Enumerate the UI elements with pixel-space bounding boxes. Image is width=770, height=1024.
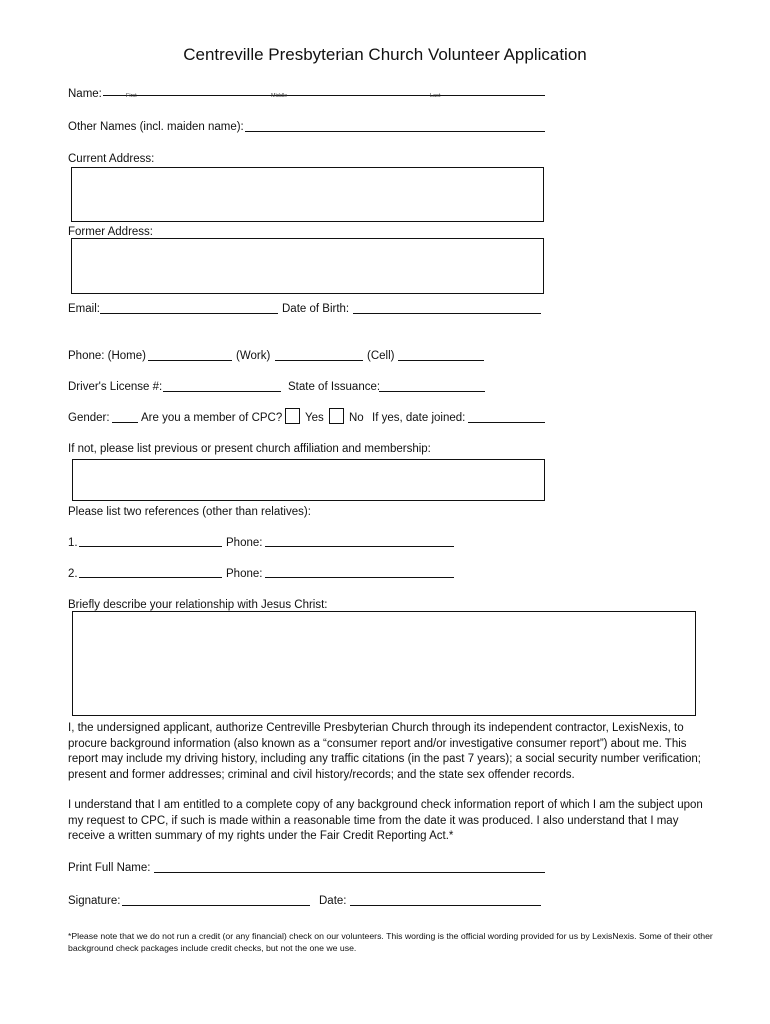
signature-input-line[interactable] (122, 905, 310, 906)
phone-home-label: Phone: (Home) (68, 350, 146, 362)
no-checkbox[interactable] (329, 408, 344, 424)
ref1-phone-input-line[interactable] (265, 546, 454, 547)
date-joined-label: If yes, date joined: (372, 412, 466, 424)
dob-label: Date of Birth: (282, 303, 350, 315)
drivers-license-input-line[interactable] (163, 391, 281, 392)
name-last-caption: Last (430, 93, 441, 99)
ref2-phone-input-line[interactable] (265, 577, 454, 578)
date-input-line[interactable] (350, 905, 541, 906)
other-names-label: Other Names (incl. maiden name): (68, 121, 244, 133)
email-label: Email: (68, 303, 100, 315)
name-first-caption: First (126, 93, 137, 99)
yes-label: Yes (305, 412, 324, 424)
ref1-phone-label: Phone: (226, 537, 263, 549)
ref2-number: 2. (68, 568, 78, 580)
drivers-license-label: Driver's License #: (68, 381, 163, 393)
other-names-input-line[interactable] (245, 131, 545, 132)
relationship-box[interactable] (72, 611, 696, 716)
affiliation-label: If not, please list previous or present church affiliation and membership: (68, 443, 431, 455)
phone-work-input-line[interactable] (275, 360, 363, 361)
dob-input-line[interactable] (353, 313, 541, 314)
footnote: *Please note that we do not run a credit (or any financial) check on our volunteers. This wording is the official wording provided for us by LexisNexis. Some of their other background check packages include credit checks, but not the one we use. (68, 931, 713, 953)
ref2-name-input-line[interactable] (79, 577, 222, 578)
authorization-paragraph: I, the undersigned applicant, authorize Centreville Presbyterian Church through its independent contractor, LexisNexis, to procure background information (also known as a “consumer report and/or investigative consumer report”) about me. This report may include my driving history, including any traffic citations (in the past 7 years); a social security number verification; present and former addresses; criminal and civil history/records; and the state sex offender records. (68, 722, 701, 781)
gender-input-line[interactable] (112, 422, 138, 423)
relationship-label: Briefly describe your relationship with Jesus Christ: (68, 599, 328, 611)
phone-work-label: (Work) (236, 350, 271, 362)
entitlement-paragraph: I understand that I am entitled to a complete copy of any background check information report of which I am the subject upon my request to CPC, if such is made within a reasonable time from the date it was produced. I also understand that I may receive a written summary of my rights under the Fair Credit Reporting Act.* (68, 799, 703, 842)
affiliation-box[interactable] (72, 459, 545, 501)
state-issuance-label: State of Issuance: (288, 381, 381, 393)
date-joined-input-line[interactable] (468, 422, 545, 423)
date-label: Date: (319, 895, 347, 907)
page-title: Centreville Presbyterian Church Volunteer Application (183, 45, 587, 64)
signature-label: Signature: (68, 895, 121, 907)
print-name-label: Print Full Name: (68, 862, 151, 874)
ref1-name-input-line[interactable] (79, 546, 222, 547)
yes-checkbox[interactable] (285, 408, 300, 424)
phone-home-input-line[interactable] (148, 360, 232, 361)
phone-cell-label: (Cell) (367, 350, 395, 362)
email-input-line[interactable] (100, 313, 278, 314)
phone-cell-input-line[interactable] (398, 360, 484, 361)
no-label: No (349, 412, 364, 424)
former-address-label: Former Address: (68, 226, 153, 238)
ref1-number: 1. (68, 537, 78, 549)
gender-label: Gender: (68, 412, 110, 424)
name-label: Name: (68, 88, 102, 100)
print-name-input-line[interactable] (154, 872, 545, 873)
name-middle-caption: Middle (271, 93, 288, 99)
member-question-label: Are you a member of CPC? (141, 412, 283, 424)
current-address-label: Current Address: (68, 153, 155, 165)
ref2-phone-label: Phone: (226, 568, 263, 580)
former-address-box[interactable] (71, 238, 544, 294)
state-issuance-input-line[interactable] (379, 391, 485, 392)
current-address-box[interactable] (71, 167, 544, 222)
name-input-line[interactable] (103, 95, 545, 96)
references-label: Please list two references (other than relatives): (68, 506, 311, 518)
